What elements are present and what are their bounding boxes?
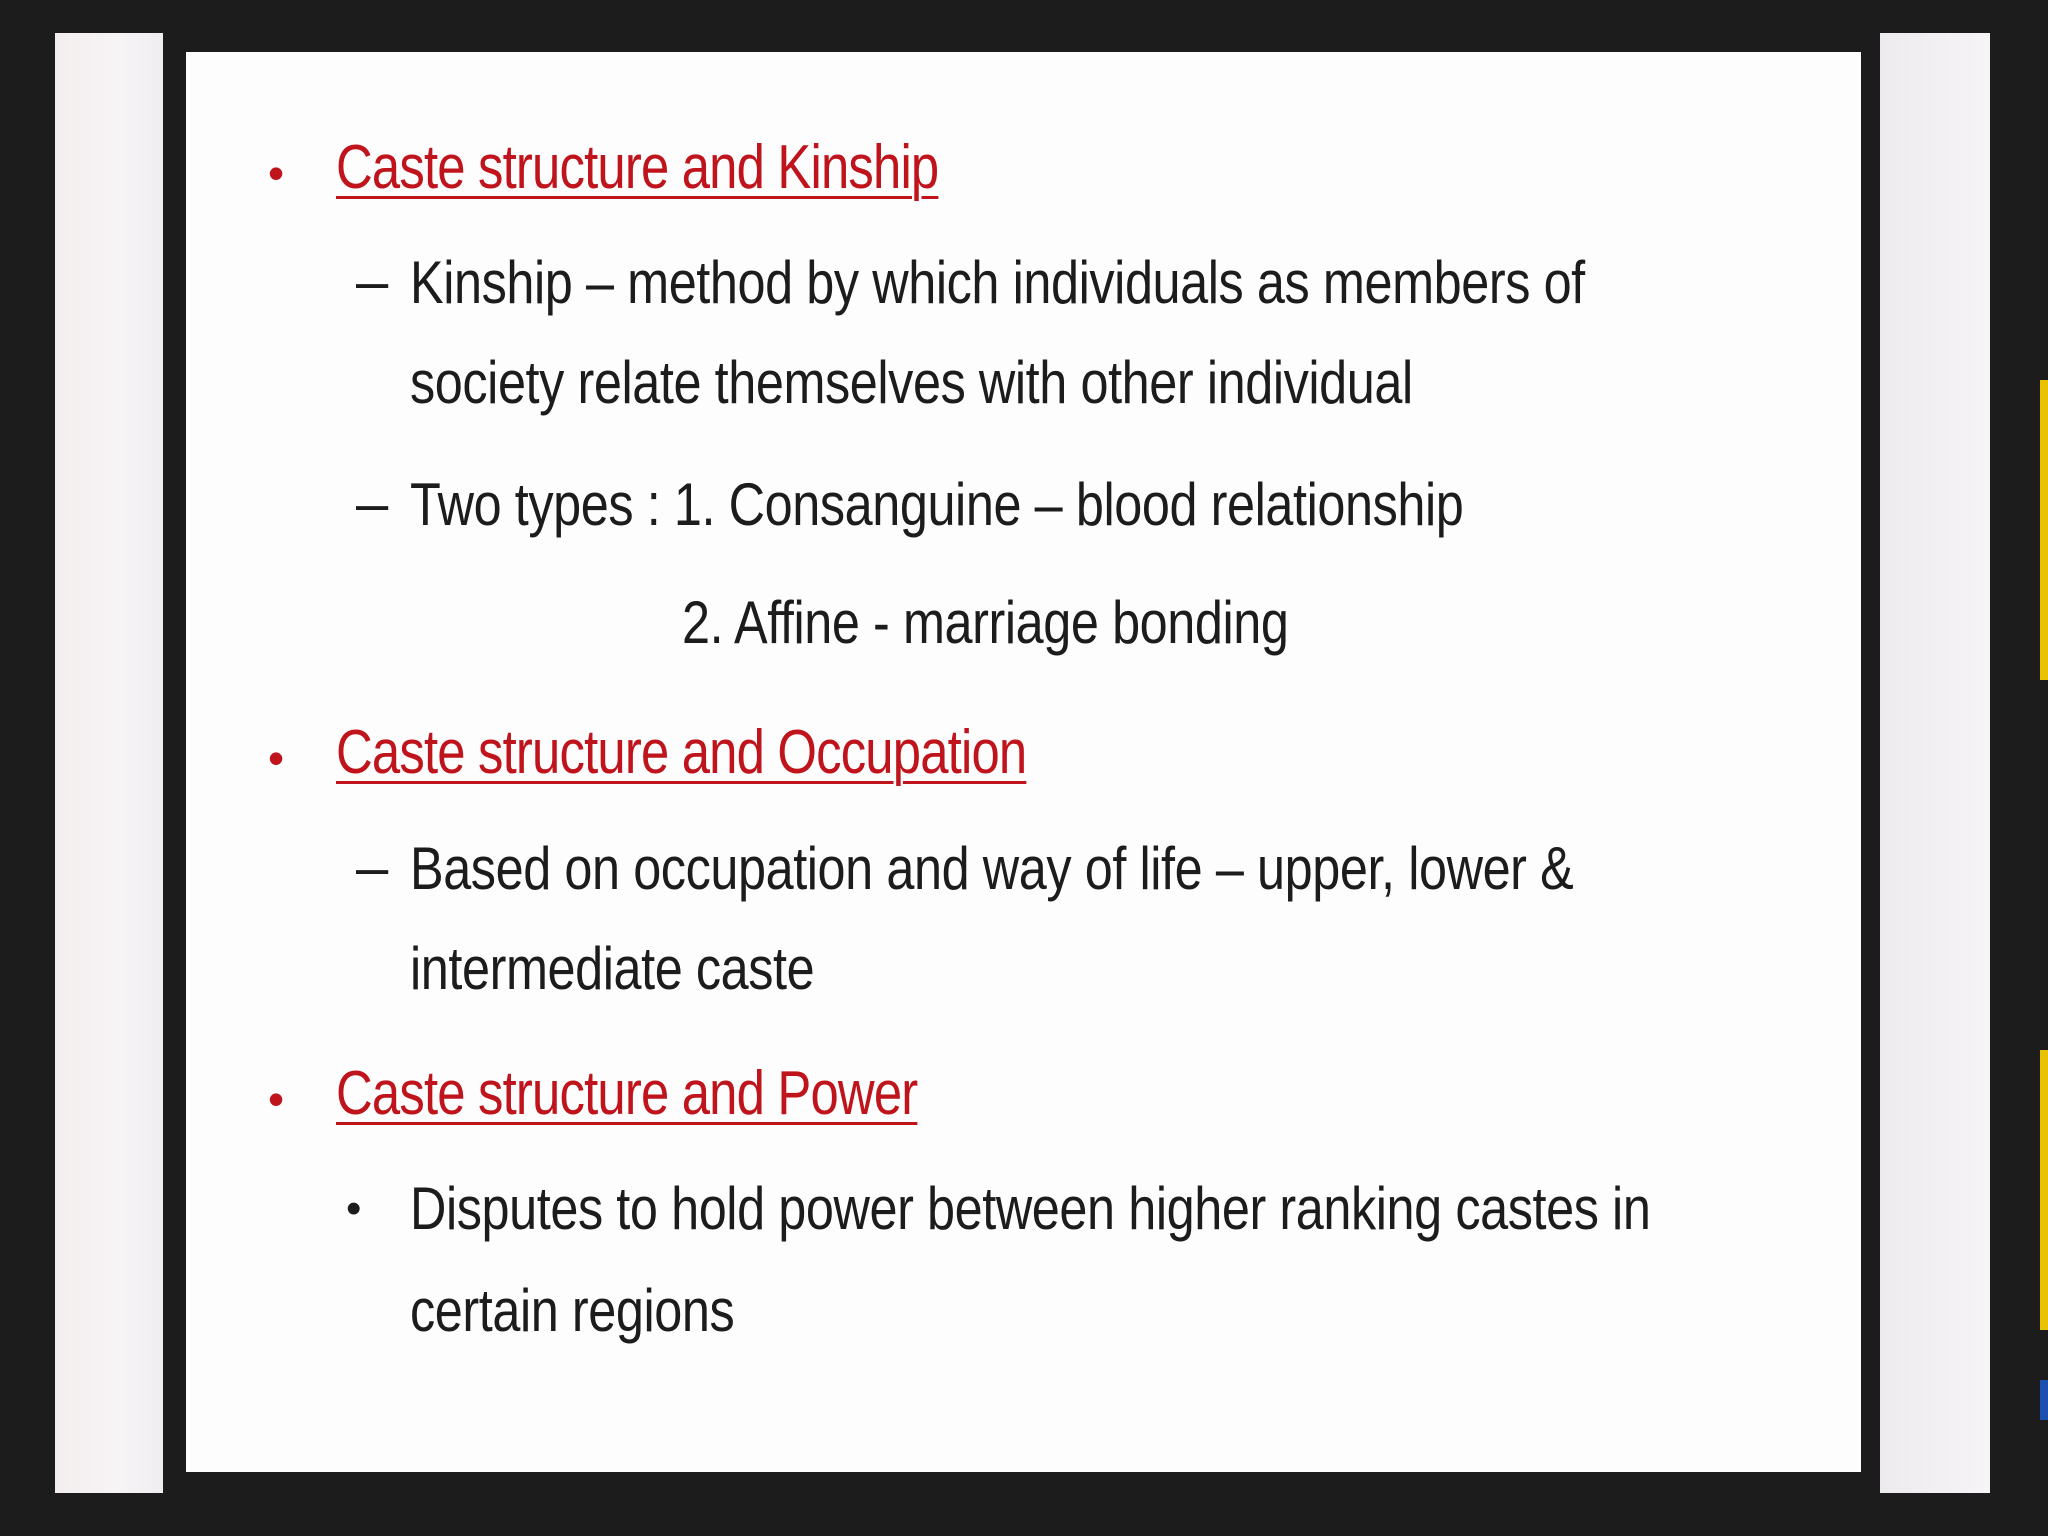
item-line: Kinship – method by which individuals as members of <box>410 249 1585 316</box>
dash-marker: – <box>356 835 389 900</box>
bullet-icon: • <box>268 1073 285 1125</box>
item-line: 2. Affine - marriage bonding <box>682 589 1289 656</box>
item-line: Based on occupation and way of life – upper, lower & <box>410 835 1574 902</box>
bullet-icon: • <box>268 732 285 784</box>
slide <box>186 52 1861 1472</box>
slide-content <box>186 52 1861 1472</box>
section-heading: Caste structure and Occupation <box>336 718 1027 787</box>
bullet-icon: • <box>346 1184 362 1233</box>
item-line: society relate themselves with other individual <box>410 349 1413 416</box>
edge-marker <box>2040 380 2048 680</box>
edge-marker <box>2040 1380 2048 1420</box>
item-line: Disputes to hold power between higher ranking castes in <box>410 1175 1651 1242</box>
item-line: intermediate caste <box>410 935 815 1002</box>
dash-marker: – <box>356 471 389 536</box>
edge-marker <box>2040 1050 2048 1330</box>
bullet-icon: • <box>268 147 285 199</box>
left-side-panel <box>55 33 163 1493</box>
item-line: Two types : 1. Consanguine – blood relationship <box>410 471 1464 538</box>
dash-marker: – <box>356 249 389 314</box>
right-side-panel <box>1880 33 1990 1493</box>
item-line: certain regions <box>410 1277 735 1344</box>
section-heading: Caste structure and Kinship <box>336 133 939 202</box>
section-heading: Caste structure and Power <box>336 1059 918 1128</box>
